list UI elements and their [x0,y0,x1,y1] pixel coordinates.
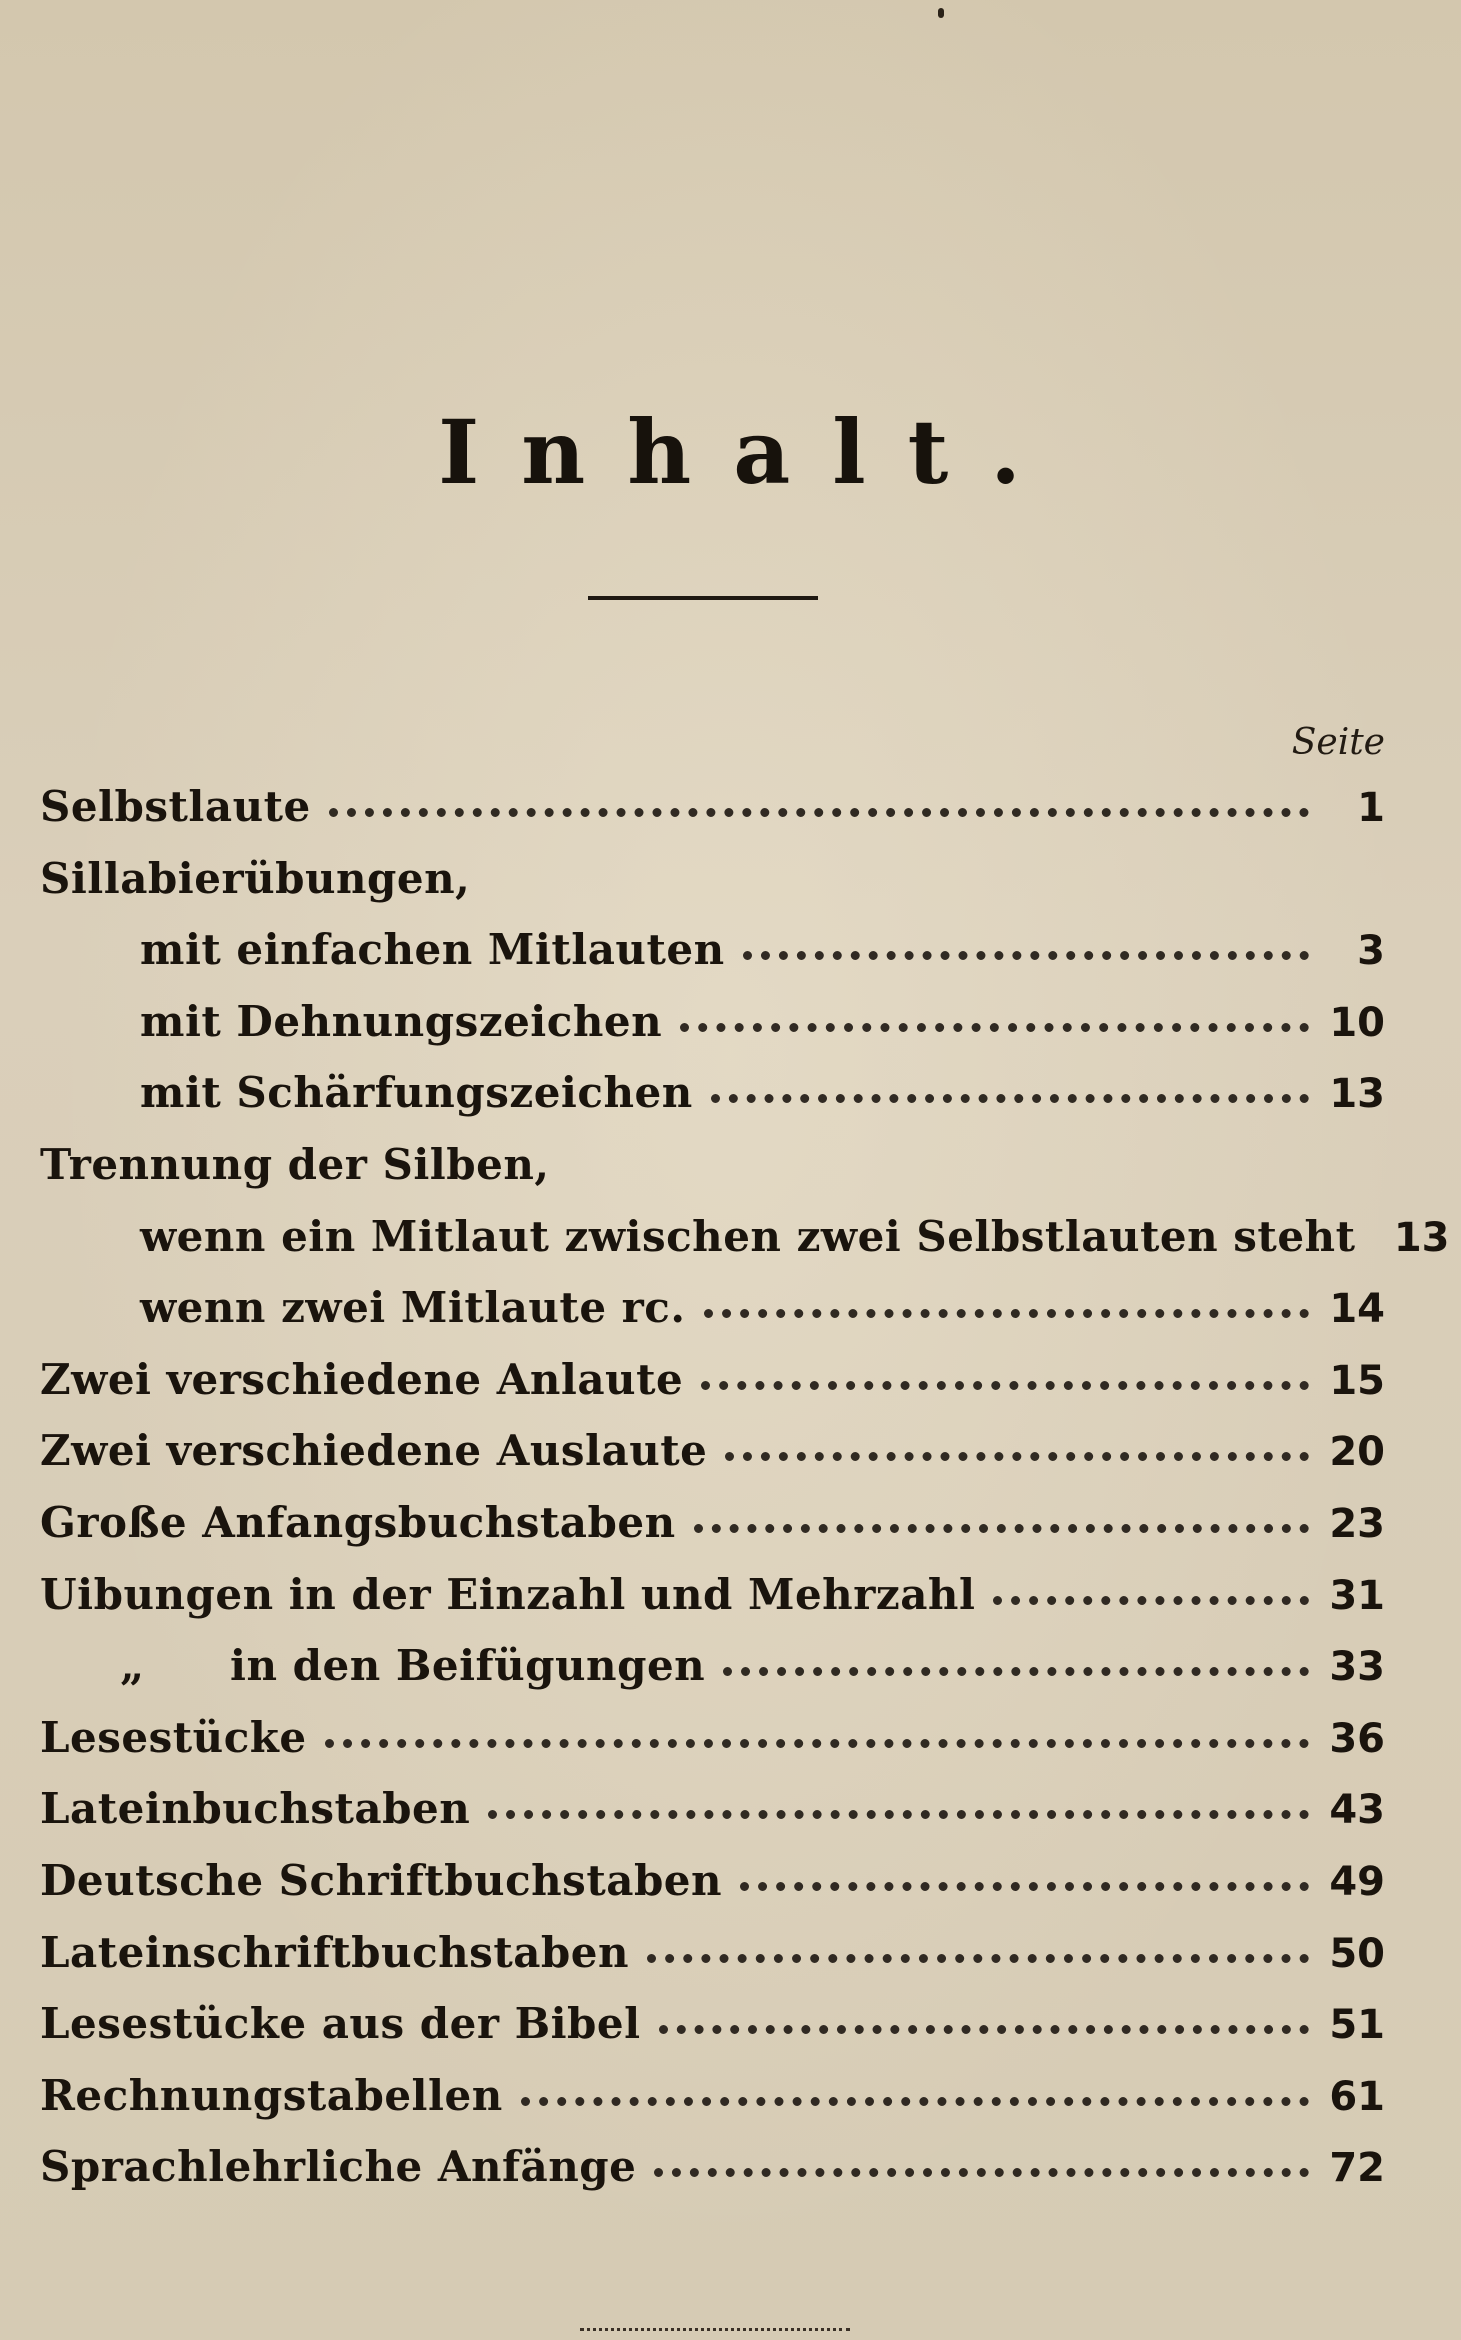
title-rule [588,596,818,600]
dot-leader [711,1093,1309,1103]
toc-entry-title: Rechnungstabellen [40,2070,503,2120]
dot-leader [568,1174,1309,1175]
toc-entry-page: 20 [1329,1429,1385,1476]
toc-entry-title: Zwei verschiedene Anlaute [40,1354,684,1404]
dot-leader [993,1595,1309,1605]
toc-entry [40,1999,1385,2071]
toc-entry-title: wenn ein Mitlaut zwischen zwei Selbstlauten steht [140,1211,1356,1261]
toc-entry [40,1283,1385,1355]
dot-leader [725,1451,1309,1461]
toc-entry [40,1498,1385,1570]
toc-entry [40,997,1385,1069]
toc-entry-title: Trennung der Silben, [40,1139,550,1189]
toc-entry [40,1856,1385,1928]
dot-leader [723,1666,1309,1676]
toc-entry-page: 72 [1329,2145,1385,2192]
toc-entry [40,854,1385,926]
dot-leader [740,1881,1309,1891]
toc-entry-page: 13 [1393,1214,1450,1261]
page-column-header: Seite [1291,722,1385,763]
toc-entry [40,782,1385,854]
toc-entry-title: Lateinschriftbuchstaben [40,1927,630,1977]
toc-entry-title: Deutsche Schriftbuchstaben [40,1855,723,1905]
toc-entry-page: 31 [1329,1572,1385,1619]
ditto-mark: „ [120,1641,145,1691]
dot-leader [694,1523,1309,1533]
toc-entry-title: Uibungen in der Einzahl und Mehrzahl [40,1569,976,1619]
dot-leader [701,1380,1309,1390]
toc-entry-page: 49 [1329,1858,1385,1905]
toc-entry-page: 10 [1329,999,1385,1046]
toc-entry [40,1426,1385,1498]
dot-leader [329,807,1309,817]
toc-entry-page: 36 [1329,1715,1385,1762]
toc-entry [40,1641,1385,1713]
toc-entry-title: Lateinbuchstaben [40,1784,471,1834]
table-of-contents [40,782,1450,2214]
toc-entry-page: 1 [1357,785,1385,831]
dot-leader [680,1022,1309,1032]
toc-entry-page: 15 [1329,1357,1385,1404]
toc-entry-title-group [40,1641,705,1690]
toc-entry-title: Große Anfangsbuchstaben [40,1497,676,1547]
dot-leader [659,2024,1309,2034]
dot-leader [488,1809,1309,1819]
page-title: Inhalt. [438,400,1063,504]
toc-entry [40,1068,1385,1140]
toc-entry-title: wenn zwei Mitlaute rc. [140,1283,686,1333]
toc-entry [40,1211,1450,1284]
toc-entry-page: 3 [1357,928,1385,975]
toc-entry [40,1784,1385,1856]
toc-entry-title: in den Beifügungen [230,1641,706,1691]
toc-entry-title: mit Schärfungszeichen [140,1068,693,1118]
toc-entry-page: 61 [1329,2073,1385,2120]
toc-entry-page: 23 [1329,1500,1385,1547]
toc-entry-title: mit Dehnungszeichen [140,996,663,1046]
toc-entry [40,2071,1385,2143]
toc-entry-page: 33 [1329,1644,1385,1691]
ink-speck [938,8,944,18]
dot-leader [488,888,1309,889]
toc-entry-title: Lesestücke [40,1712,307,1762]
bottom-ornament-rule [580,2328,850,2337]
toc-entry-title: Sillabierübungen, [40,853,471,903]
toc-entry-page: 50 [1329,1930,1385,1977]
toc-entry [40,1570,1385,1642]
toc-entry-title: Sprachlehrliche Anfänge [40,2142,637,2192]
toc-entry-title: Zwei verschiedene Auslaute [40,1426,708,1476]
toc-entry-page: 51 [1329,2002,1385,2049]
dot-leader [647,1953,1309,1963]
toc-entry [40,1355,1385,1427]
dot-leader [654,2167,1309,2177]
dot-leader [743,950,1309,960]
toc-entry-page: 13 [1329,1071,1385,1118]
toc-entry-page: 43 [1329,1787,1385,1834]
toc-entry [40,1140,1385,1212]
dot-leader [704,1308,1310,1318]
toc-entry-title: Lesestücke aus der Bibel [40,1999,641,2049]
toc-entry-title: mit einfachen Mitlauten [140,925,725,975]
toc-entry-title: Selbstlaute [40,782,311,831]
toc-entry [40,1928,1385,2000]
toc-entry-page: 14 [1329,1286,1385,1333]
toc-entry [40,925,1385,997]
toc-entry [40,2142,1385,2214]
dot-leader [521,2096,1309,2106]
toc-entry [40,1713,1385,1785]
dot-leader [325,1738,1309,1748]
